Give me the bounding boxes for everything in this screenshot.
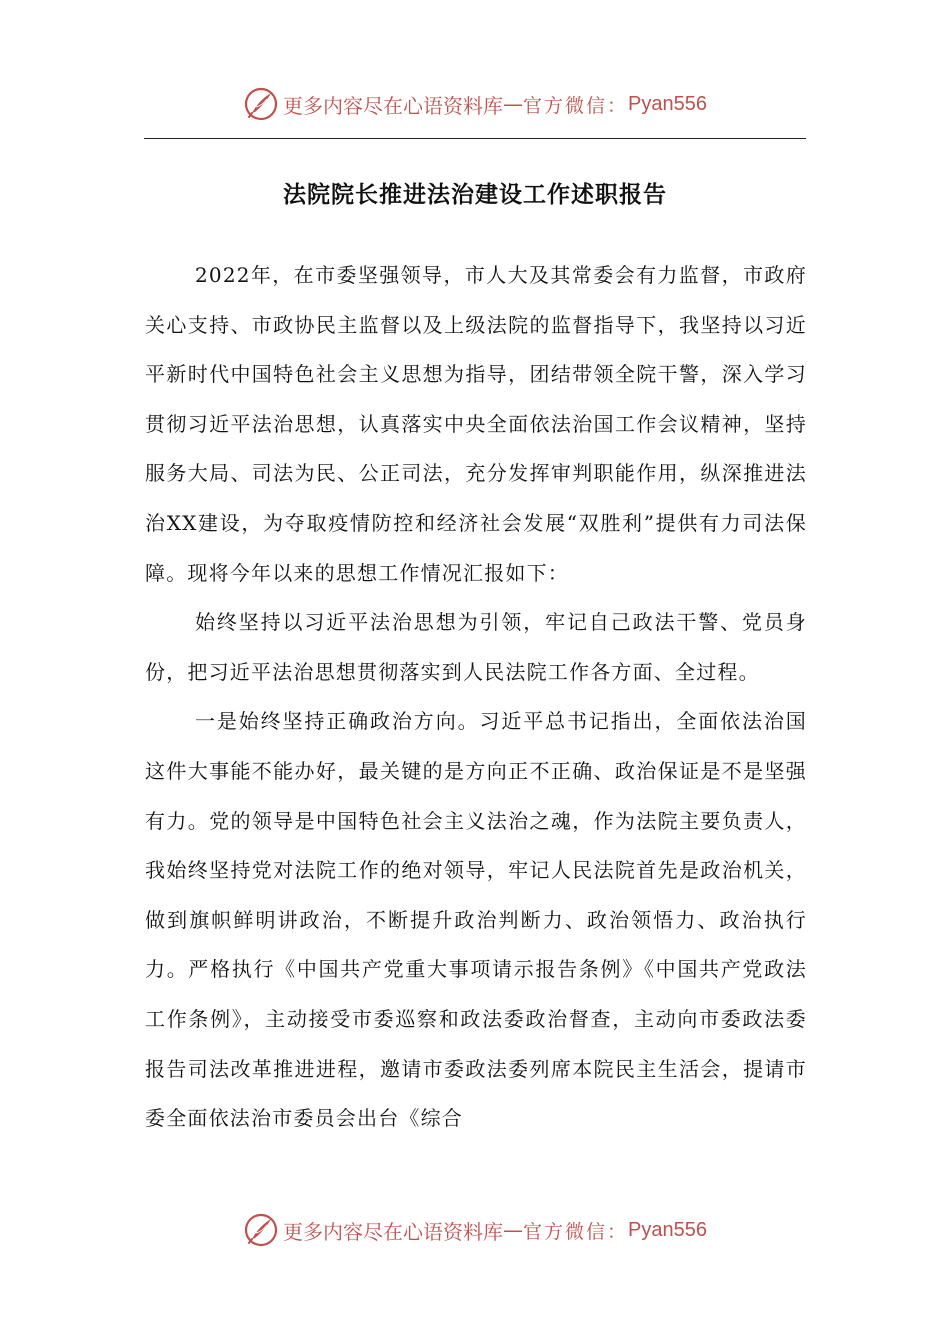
header-wechat-label: 官方微信：: [523, 94, 629, 117]
header-dash: —: [503, 92, 523, 116]
body-paragraph-intro: 2022年，在市委坚强领导，市人大及其常委会有力监督，市政府关心支持、市政协民主监督以及上级法院的监督指导下，我坚持以习近平新时代中国特色社会主义思想为指导，团结带领全院干警，深入学习贯彻习近平法治思想，认真落实中央全面依法治国工作会议精神，坚持服务大局、司法为民、公正司法，充分发挥审判职能作用，纵深推进法治XX建设，为夺取疫情防控和经济社会发展“双胜利”提供有力司法保障。现将今年以来的思想工作情况汇报如下：: [145, 263, 807, 585]
footer-dash: —: [503, 1218, 523, 1242]
document-title: 法院院长推进法治建设工作述职报告: [283, 182, 667, 208]
document-body: [145, 251, 807, 1144]
body-paragraph-political-direction: 一是始终坚持正确政治方向。习近平总书记指出，全面依法治国这件大事能不能办好，最关键的是方向正不正确、政治保证是不是坚强有力。党的领导是中国特色社会主义法治之魂，作为法院主要负责人，我始终坚持党对法院工作的绝对领导，牢记人民法院首先是政治机关，做到旗帜鲜明讲政治，不断提升政治判断力、政治领悟力、政治执行力。严格执行《中国共产党重大事项请示报告条例》《中国共产党政法工作条例》，主动接受市委巡察和政法委政治督查，主动向市委政法委报告司法改革推进进程，邀请市委政法委列席本院民主生活会，提请市委全面依法治市委员会出台《综合: [145, 709, 807, 1131]
footer-brand-text: 更多内容尽在心语资料库: [283, 1219, 503, 1244]
header-banner: [0, 84, 950, 124]
header-wechat-id: Pyan556: [628, 92, 707, 115]
footer-wechat-label: 官方微信：: [523, 1220, 629, 1243]
header-brand-text: 更多内容尽在心语资料库: [283, 93, 503, 118]
quill-pen-logo-icon: [243, 1212, 279, 1248]
footer-wechat-id: Pyan556: [628, 1218, 707, 1241]
body-paragraph-guiding: 始终坚持以习近平法治思想为引领，牢记自己政法干警、党员身份，把习近平法治思想贯彻落实到人民法院工作各方面、全过程。: [145, 610, 807, 684]
header-divider: [144, 138, 806, 139]
footer-banner: [0, 1210, 950, 1250]
quill-pen-logo-icon: [243, 86, 279, 122]
